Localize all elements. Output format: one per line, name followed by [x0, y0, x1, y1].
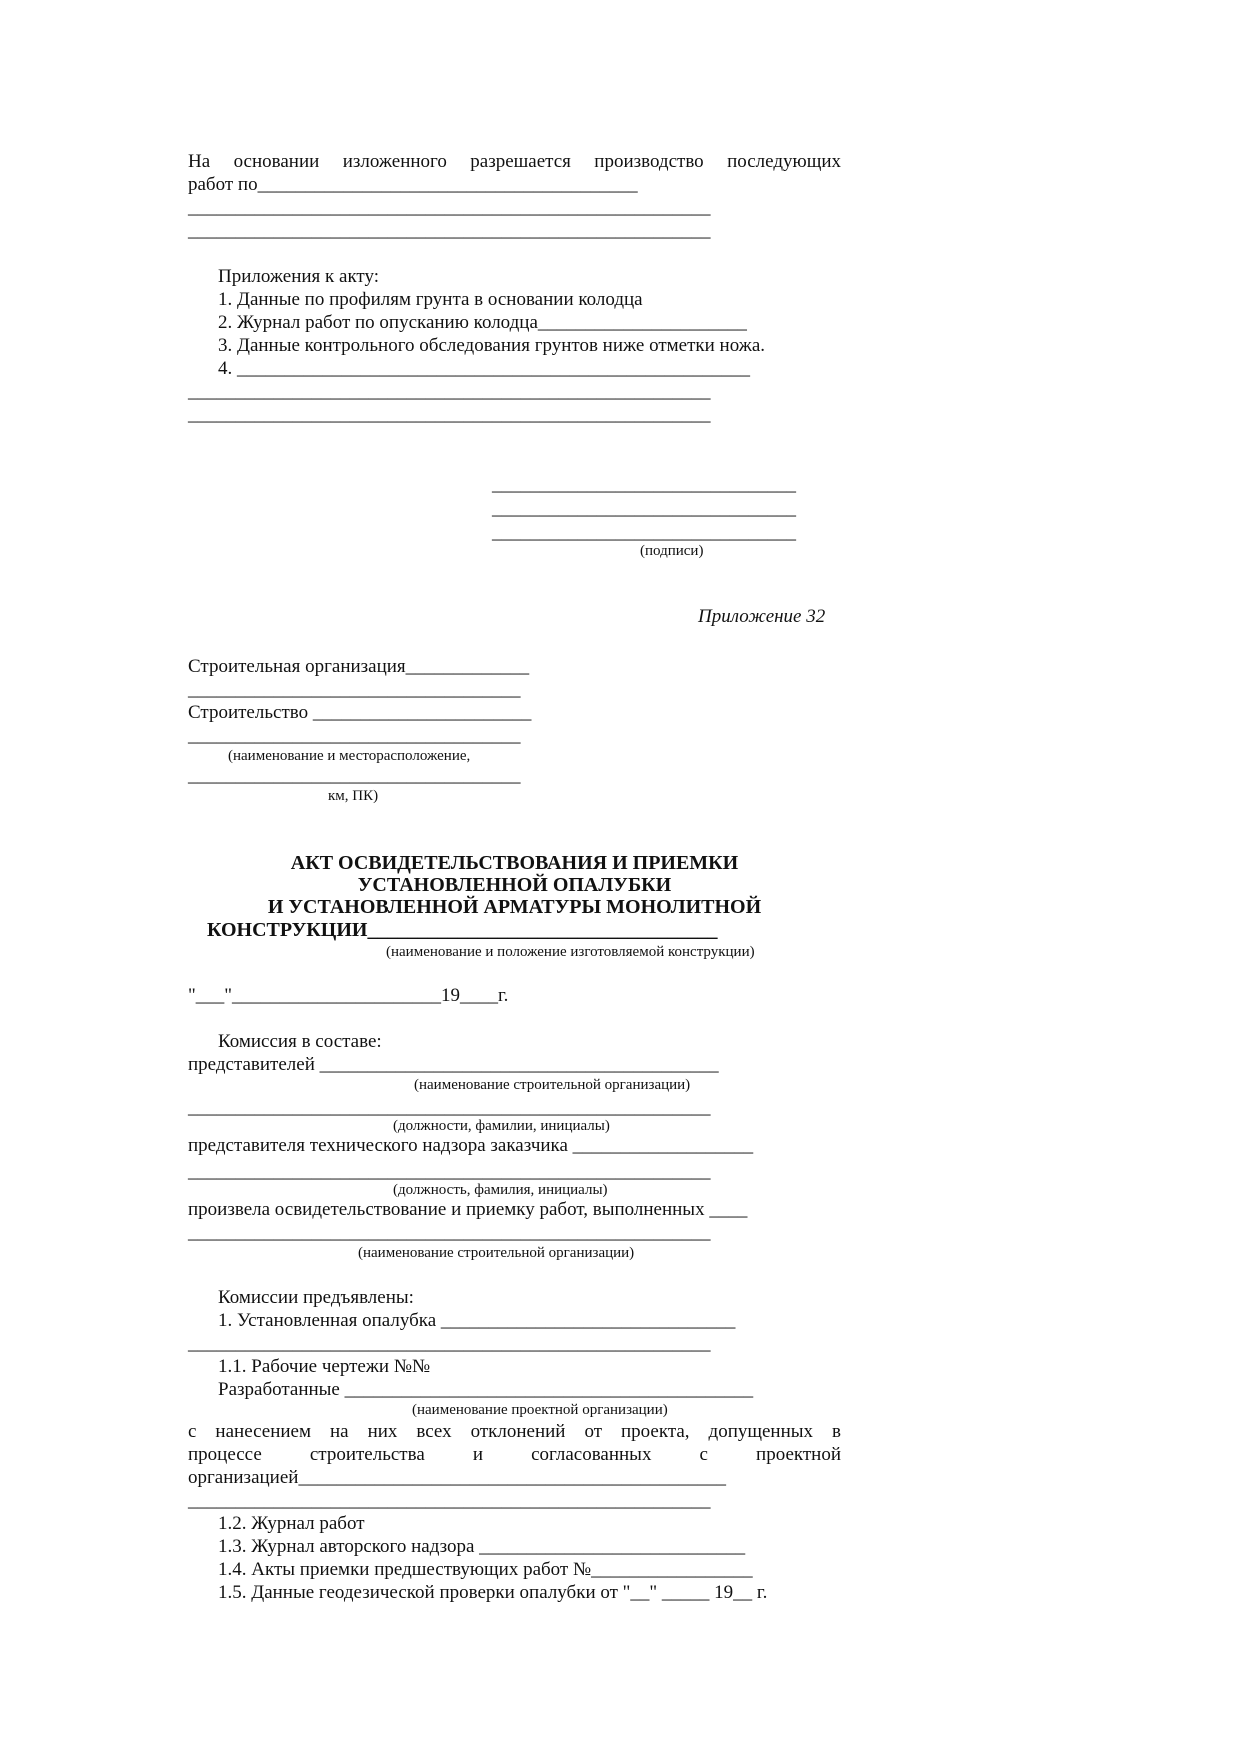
- works-blank-line[interactable]: _______________________________________________________: [188, 197, 711, 218]
- construction-org-field[interactable]: Строительная организация_____________: [188, 656, 530, 677]
- position-caption: (должность, фамилия, инициалы): [393, 1182, 608, 1198]
- commission-title: Комиссия в составе:: [218, 1031, 382, 1052]
- work-log-item: 1.2. Журнал работ: [218, 1513, 365, 1534]
- act-title-line: АКТ ОСВИДЕТЕЛЬСТВОВАНИЯ И ПРИЕМКИ: [290, 852, 739, 874]
- attachment-blank-line[interactable]: _______________________________________________________: [188, 404, 711, 425]
- construction-title-field[interactable]: КОНСТРУКЦИИ___________________________________: [207, 919, 718, 941]
- act-title-line: УСТАНОВЛЕННОЙ ОПАЛУБКИ: [357, 874, 672, 896]
- tech-supervision-field[interactable]: представителя технического надзора заказчика ___________________: [188, 1135, 754, 1156]
- attachment-blank-line[interactable]: _______________________________________________________: [188, 381, 711, 402]
- tech-supervision-blank[interactable]: _______________________________________________________: [188, 1161, 711, 1182]
- organization-caption: (наименование строительной организации): [358, 1245, 635, 1261]
- representatives-field[interactable]: представителей __________________________________________: [188, 1054, 719, 1075]
- construction-caption: (наименование и положение изготовляемой конструкции): [386, 944, 755, 960]
- formwork-field[interactable]: 1. Установленная опалубка _______________________________: [218, 1310, 736, 1331]
- deviations-text-line-2: процессе строительства и согласованных с проектной: [188, 1444, 841, 1465]
- geodetic-check-field[interactable]: 1.5. Данные геодезической проверки опалубки от "__" _____ 19__ г.: [218, 1582, 768, 1603]
- drawings-item: 1.1. Рабочие чертежи №№: [218, 1356, 431, 1377]
- previous-acts-field[interactable]: 1.4. Акты приемки предшествующих работ №_________________: [218, 1559, 753, 1580]
- performed-by-blank[interactable]: _______________________________________________________: [188, 1222, 711, 1243]
- design-organization-blank[interactable]: _______________________________________________________: [188, 1490, 711, 1511]
- performed-by-field[interactable]: произвела освидетельствование и приемку работ, выполненных ____: [188, 1199, 748, 1220]
- attachment-item[interactable]: 2. Журнал работ по опусканию колодца______________________: [218, 312, 747, 333]
- construction-org-blank[interactable]: ___________________________________: [188, 679, 521, 700]
- signature-line[interactable]: ________________________________: [492, 498, 796, 519]
- construction-site-blank[interactable]: ___________________________________: [188, 725, 521, 746]
- presented-title: Комиссии предъявлены:: [218, 1287, 414, 1308]
- author-supervision-log-field[interactable]: 1.3. Журнал авторского надзора ____________________________: [218, 1536, 746, 1557]
- attachment-item[interactable]: 4. ______________________________________________________: [218, 358, 750, 379]
- intro-text-line-1: На основании изложенного разрешается производство последующих: [188, 151, 841, 172]
- attachment-item: 1. Данные по профилям грунта в основании колодца: [218, 289, 643, 310]
- appendix-label: Приложение 32: [698, 606, 826, 627]
- construction-site-field[interactable]: Строительство _______________________: [188, 702, 532, 723]
- signatures-caption: (подписи): [640, 543, 704, 559]
- deviations-text-line-1: с нанесением на них всех отклонений от проекта, допущенных в: [188, 1421, 841, 1442]
- works-field[interactable]: работ по________________________________________: [188, 174, 638, 195]
- design-organization-field[interactable]: организацией_____________________________________________: [188, 1467, 726, 1488]
- construction-site-blank[interactable]: ___________________________________: [188, 765, 521, 786]
- km-caption: км, ПК): [328, 788, 379, 804]
- works-blank-line[interactable]: _______________________________________________________: [188, 220, 711, 241]
- attachments-title: Приложения к акту:: [218, 266, 380, 287]
- signature-line[interactable]: ________________________________: [492, 474, 796, 495]
- signature-line[interactable]: ________________________________: [492, 522, 796, 543]
- design-org-caption: (наименование проектной организации): [412, 1402, 668, 1418]
- representatives-blank[interactable]: _______________________________________________________: [188, 1097, 711, 1118]
- positions-caption: (должности, фамилии, инициалы): [393, 1118, 610, 1134]
- developed-by-field[interactable]: Разработанные ___________________________________________: [218, 1379, 754, 1400]
- formwork-blank[interactable]: _______________________________________________________: [188, 1333, 711, 1354]
- date-field[interactable]: "___"______________________19____г.: [188, 985, 509, 1006]
- attachment-item: 3. Данные контрольного обследования грунтов ниже отметки ножа.: [218, 335, 766, 356]
- act-title-line: И УСТАНОВЛЕННОЙ АРМАТУРЫ МОНОЛИТНОЙ: [267, 896, 762, 918]
- representatives-caption: (наименование строительной организации): [414, 1077, 691, 1093]
- site-caption: (наименование и месторасположение,: [228, 748, 471, 764]
